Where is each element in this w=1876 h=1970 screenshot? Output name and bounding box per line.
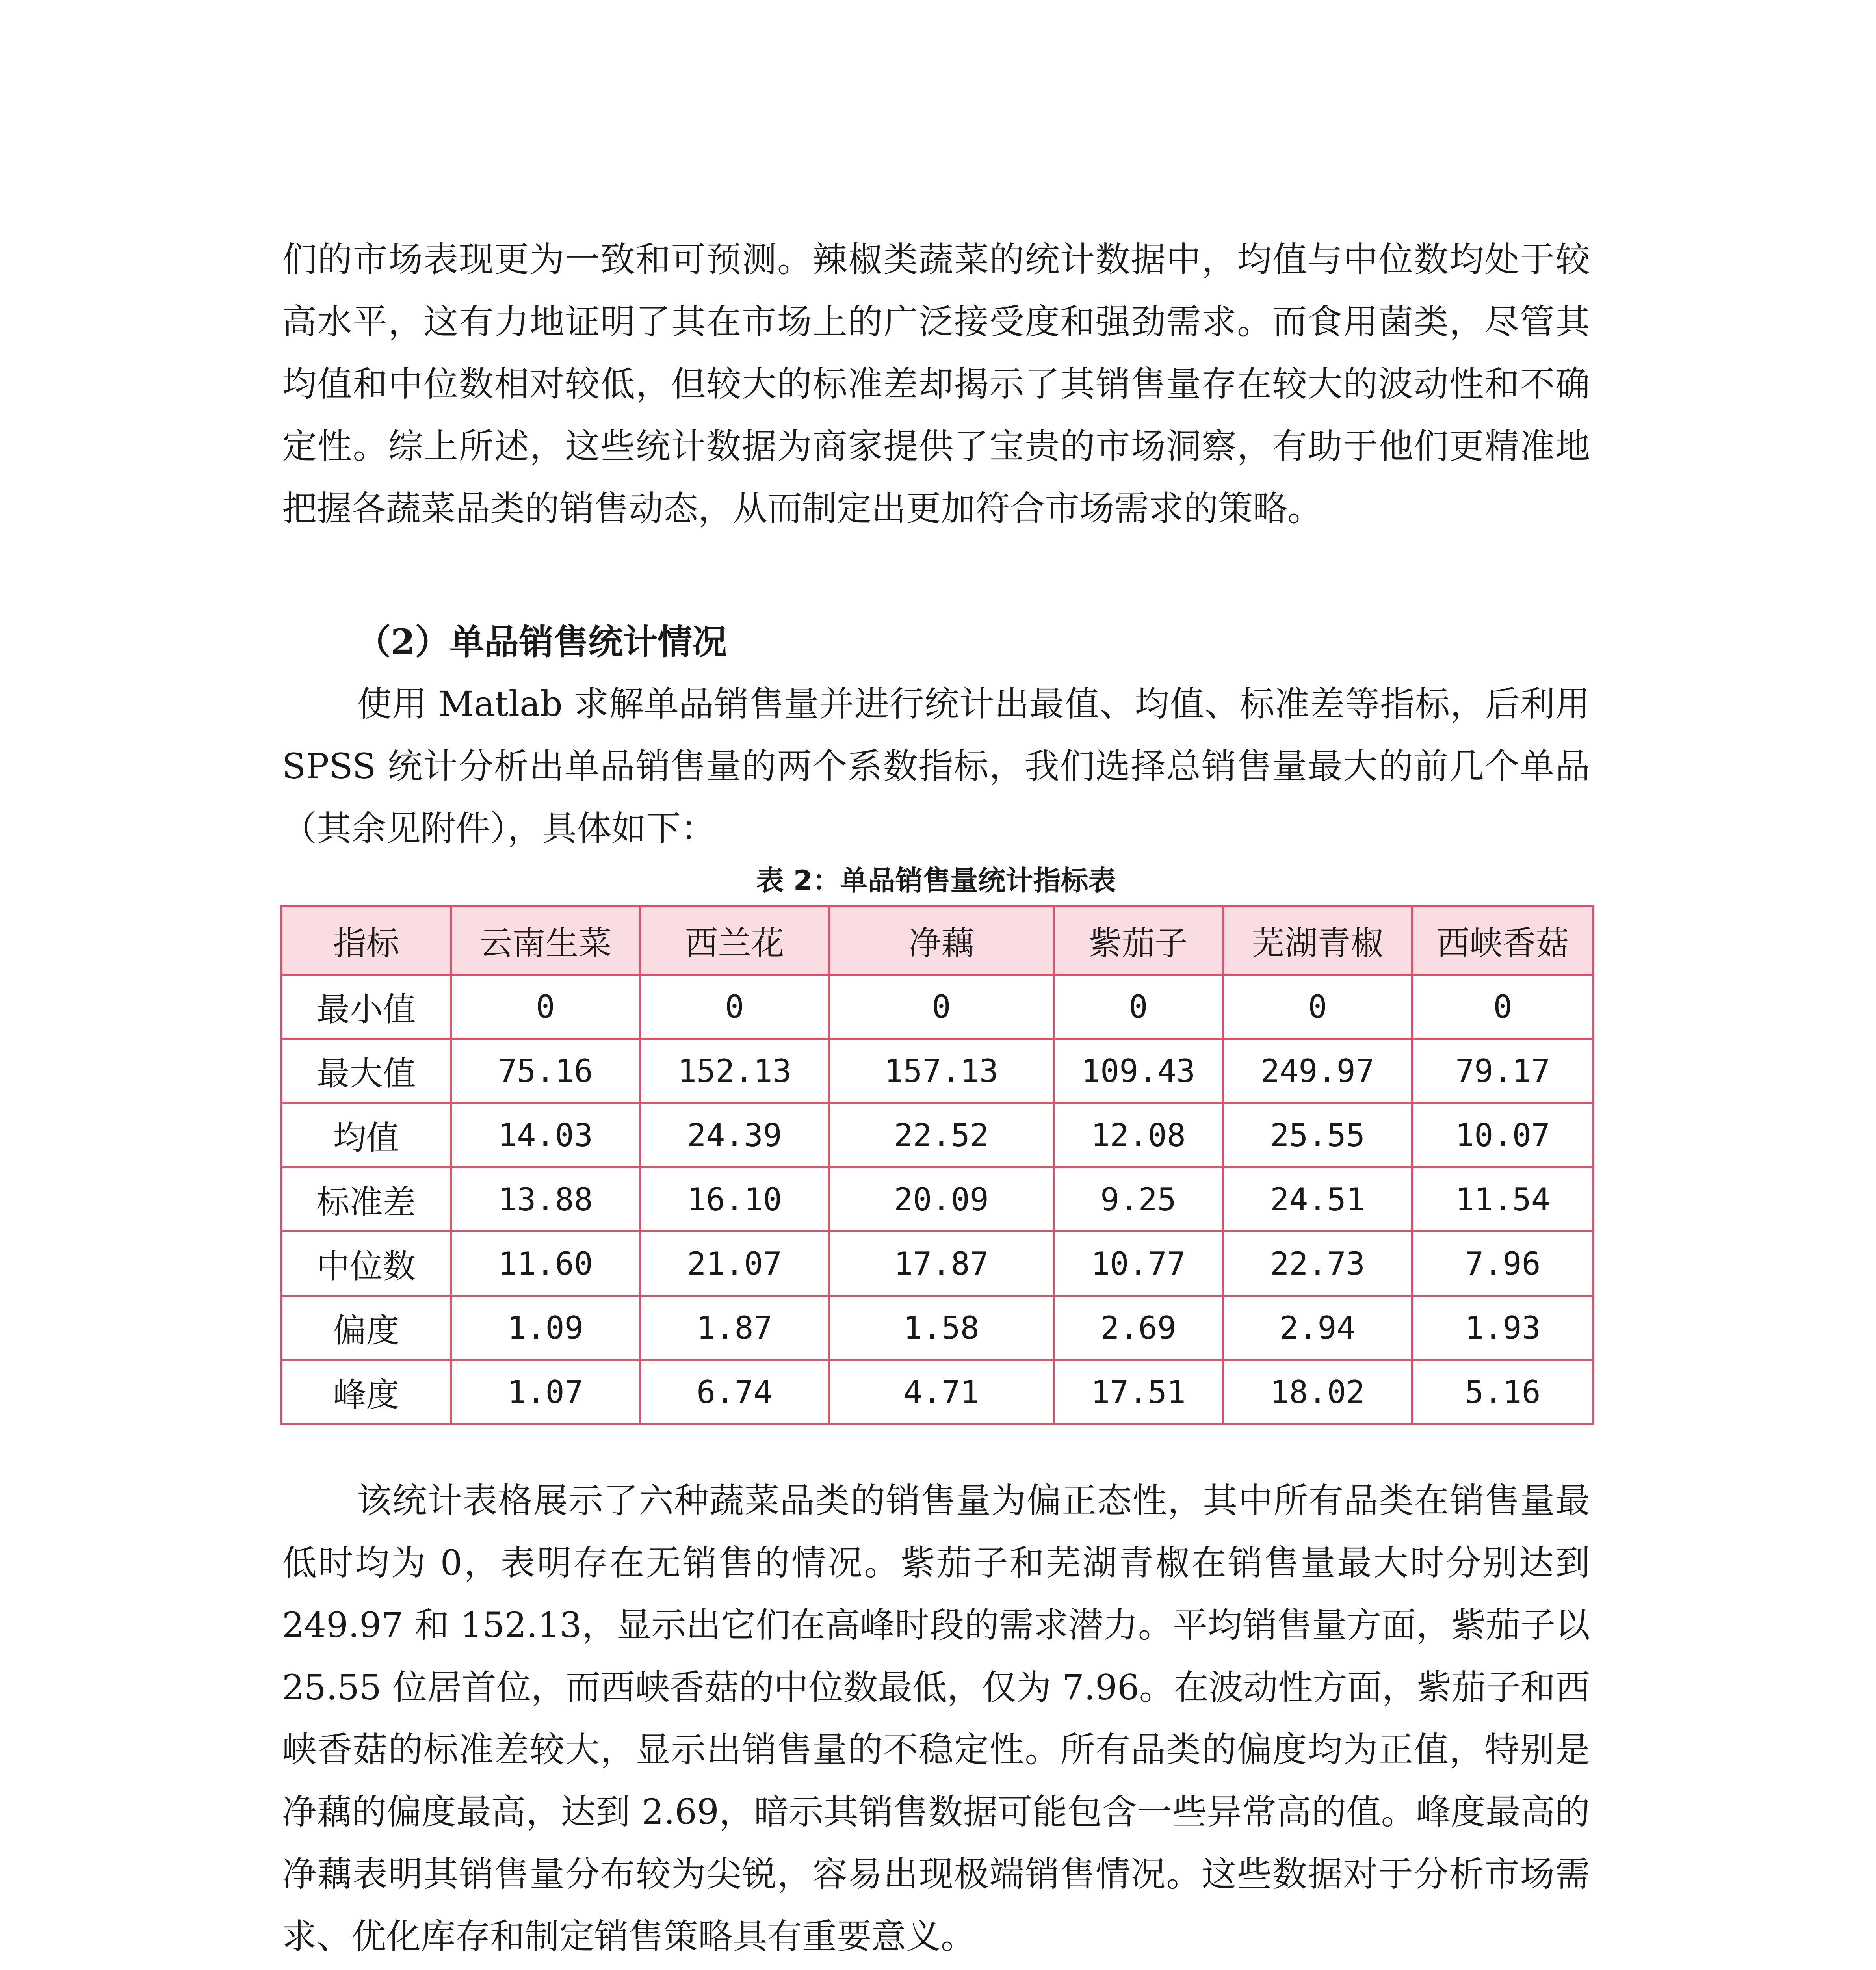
table-cell: 0 [1412, 975, 1594, 1039]
table-cell: 1.58 [829, 1296, 1054, 1360]
table-cell: 0 [829, 975, 1054, 1039]
table-cell: 4.71 [829, 1360, 1054, 1424]
table-cell: 1.07 [451, 1360, 640, 1424]
header-cell: 净藕 [829, 907, 1054, 975]
table-cell: 5.16 [1412, 1360, 1594, 1424]
table-cell: 0 [451, 975, 640, 1039]
heading-item-sales: （2）单品销售统计情况 [356, 621, 727, 662]
table-cell: 7.96 [1412, 1232, 1594, 1296]
row-label: 峰度 [282, 1360, 451, 1424]
table-cell: 22.73 [1223, 1232, 1412, 1296]
table-caption: 表 2：单品销售量统计指标表 [756, 864, 1116, 897]
table-row [282, 1232, 1594, 1296]
table-cell: 25.55 [1223, 1103, 1412, 1167]
table-cell: 157.13 [829, 1039, 1054, 1103]
table-cell: 2.69 [1054, 1296, 1223, 1360]
table-row [282, 1103, 1594, 1167]
table-cell: 20.09 [829, 1167, 1054, 1232]
paragraph-table-analysis: 该统计表格展示了六种蔬菜品类的销售量为偏正态性，其中所有品类在销售量最低时均为 0，表明存在无销售的情况。紫茄子和芜湖青椒在销售量最大时分别达到 249.97 和 152.13，显示出它们在高峰时段的需求潜力。平均销售量方面，紫茄子以 25.55 位居首位，而西峡香菇的中位数最低，仅为 7.96。在波动性方面，紫茄子和西峡香菇的标准差较大，显示出销售量的不稳定性。所有品类的偏度均为正值，特别是净藕的偏度最高，达到 2.69，暗示其销售数据可能包含一些异常高的值。峰度最高的净藕表明其销售量分布较为尖锐，容易出现极端销售情况。这些数据对于分析市场需求、优化库存和制定销售策略具有重要意义。 [282, 1480, 1590, 1957]
stats-table [280, 905, 1594, 1425]
table-cell: 11.54 [1412, 1167, 1594, 1232]
table-cell: 1.93 [1412, 1296, 1594, 1360]
table-row [282, 1167, 1594, 1232]
paragraph-method: 使用 Matlab 求解单品销售量并进行统计出最值、均值、标准差等指标，后利用 SPSS 统计分析出单品销售量的两个系数指标，我们选择总销售量最大的前几个单品（其余见附件），具体如下： [282, 684, 1590, 849]
table-cell: 24.51 [1223, 1167, 1412, 1232]
table-cell: 12.08 [1054, 1103, 1223, 1167]
header-cell: 云南生菜 [451, 907, 640, 975]
table-cell: 152.13 [640, 1039, 829, 1103]
row-label: 均值 [282, 1103, 451, 1167]
header-cell: 西峡香菇 [1412, 907, 1594, 975]
row-label: 标准差 [282, 1167, 451, 1232]
table-cell: 0 [1223, 975, 1412, 1039]
header-cell: 西兰花 [640, 907, 829, 975]
table-cell: 14.03 [451, 1103, 640, 1167]
table-cell: 16.10 [640, 1167, 829, 1232]
row-label: 最小值 [282, 975, 451, 1039]
table-row [282, 1039, 1594, 1103]
table-header-row [282, 907, 1594, 975]
row-label: 中位数 [282, 1232, 451, 1296]
table-cell: 17.51 [1054, 1360, 1223, 1424]
table-cell: 18.02 [1223, 1360, 1412, 1424]
table-cell: 9.25 [1054, 1167, 1223, 1232]
table-row [282, 1296, 1594, 1360]
table-cell: 13.88 [451, 1167, 640, 1232]
table-cell: 0 [640, 975, 829, 1039]
row-label: 偏度 [282, 1296, 451, 1360]
table-row [282, 975, 1594, 1039]
table-cell: 17.87 [829, 1232, 1054, 1296]
table-cell: 24.39 [640, 1103, 829, 1167]
table-cell: 109.43 [1054, 1039, 1223, 1103]
table-cell: 2.94 [1223, 1296, 1412, 1360]
table-cell: 10.77 [1054, 1232, 1223, 1296]
paragraph-market-summary: 们的市场表现更为一致和可预测。辣椒类蔬菜的统计数据中，均值与中位数均处于较高水平，这有力地证明了其在市场上的广泛接受度和强劲需求。而食用菌类，尽管其均值和中位数相对较低，但较大的标准差却揭示了其销售量存在较大的波动性和不确定性。综上所述，这些统计数据为商家提供了宝贵的市场洞察，有助于他们更精准地把握各蔬菜品类的销售动态，从而制定出更加符合市场需求的策略。 [282, 239, 1590, 529]
header-cell: 指标 [282, 907, 451, 975]
table-row [282, 1360, 1594, 1424]
table-cell: 249.97 [1223, 1039, 1412, 1103]
table-cell: 21.07 [640, 1232, 829, 1296]
table-cell: 1.09 [451, 1296, 640, 1360]
table-cell: 22.52 [829, 1103, 1054, 1167]
header-cell: 紫茄子 [1054, 907, 1223, 975]
table-cell: 79.17 [1412, 1039, 1594, 1103]
row-label: 最大值 [282, 1039, 451, 1103]
table-cell: 6.74 [640, 1360, 829, 1424]
table-cell: 75.16 [451, 1039, 640, 1103]
header-cell: 芜湖青椒 [1223, 907, 1412, 975]
table-cell: 0 [1054, 975, 1223, 1039]
heading-visualization [356, 1966, 846, 1970]
table-cell: 11.60 [451, 1232, 640, 1296]
table-cell: 1.87 [640, 1296, 829, 1360]
table-cell: 10.07 [1412, 1103, 1594, 1167]
